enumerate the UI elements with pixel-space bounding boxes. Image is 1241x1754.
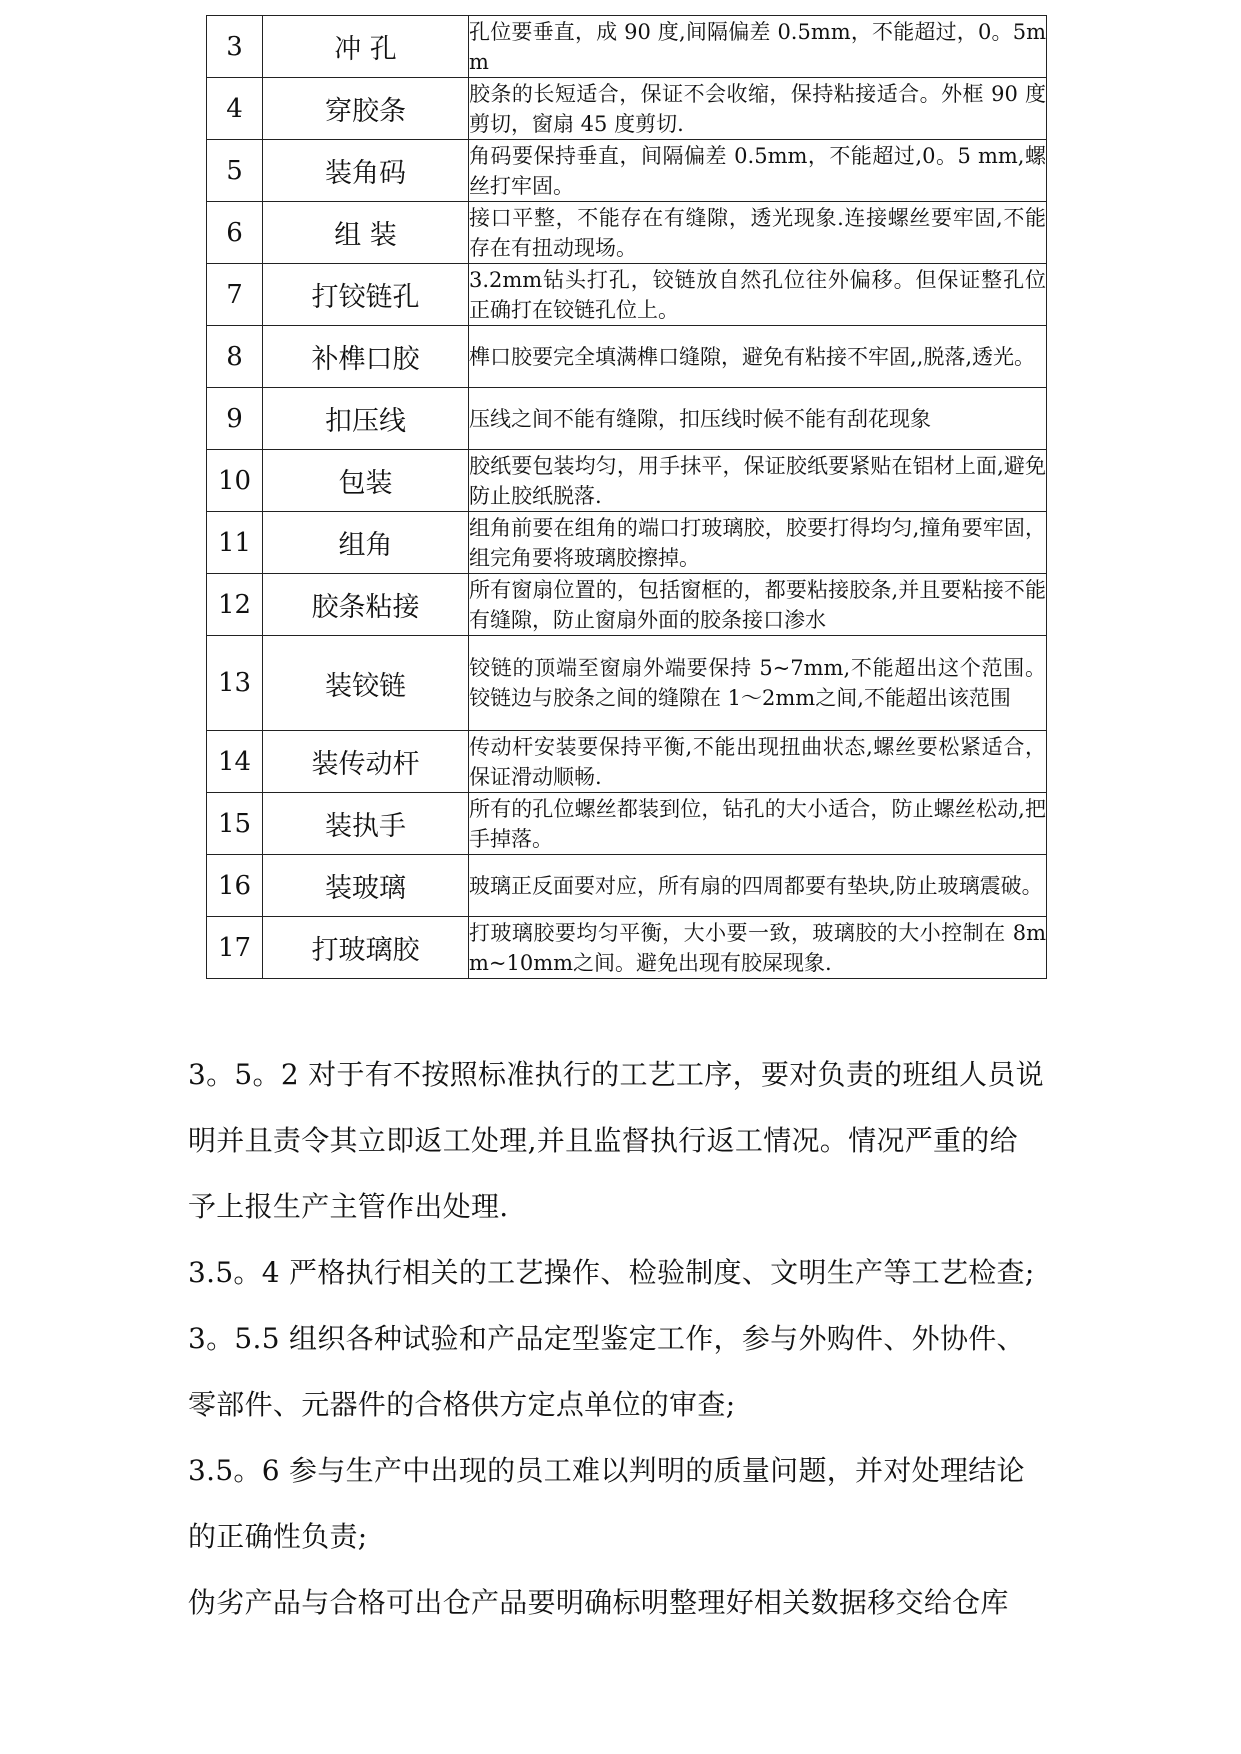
step-number: 9 — [207, 388, 263, 450]
table-row — [207, 450, 1047, 512]
step-name: 打铰链孔 — [263, 264, 469, 326]
step-name: 冲 孔 — [263, 16, 469, 78]
table-row — [207, 202, 1047, 264]
step-number: 13 — [207, 636, 263, 731]
table-row — [207, 917, 1047, 979]
table-row — [207, 264, 1047, 326]
step-name: 组 装 — [263, 202, 469, 264]
paragraph-line: 伪劣产品与合格可出仓产品要明确标明整理好相关数据移交给仓库 — [188, 1586, 1009, 1619]
step-name: 装角码 — [263, 140, 469, 202]
table-row — [207, 326, 1047, 388]
step-requirement: 铰链的顶端至窗扇外端要保持 5~7mm,不能超出这个范围。铰链边与胶条之间的缝隙在 1～2mm之间,不能超出该范围 — [469, 636, 1047, 731]
step-requirement: 3.2mm钻头打孔，铰链放自然孔位往外偏移。但保证整孔位正确打在铰链孔位上。 — [469, 264, 1047, 326]
step-requirement: 压线之间不能有缝隙，扣压线时候不能有刮花现象 — [469, 388, 1047, 450]
table-row — [207, 512, 1047, 574]
table-row — [207, 16, 1047, 78]
step-name: 打玻璃胶 — [263, 917, 469, 979]
step-number: 15 — [207, 793, 263, 855]
paragraph-line: 3。5。2 对于有不按照标准执行的工艺工序，要对负责的班组人员说 — [188, 1058, 1044, 1091]
step-requirement: 接口平整，不能存在有缝隙，透光现象.连接螺丝要牢固,不能存在有扭动现场。 — [469, 202, 1047, 264]
table-row — [207, 855, 1047, 917]
table-row — [207, 731, 1047, 793]
step-number: 17 — [207, 917, 263, 979]
table-row — [207, 388, 1047, 450]
table-row — [207, 793, 1047, 855]
table-row — [207, 140, 1047, 202]
step-number: 14 — [207, 731, 263, 793]
step-requirement: 胶条的长短适合，保证不会收缩，保持粘接适合。外框 90 度剪切，窗扇 45 度剪切. — [469, 78, 1047, 140]
table-row — [207, 636, 1047, 731]
step-requirement: 孔位要垂直，成 90 度,间隔偏差 0.5mm，不能超过，0。5mm — [469, 16, 1047, 78]
paragraph-line: 零部件、元器件的合格供方定点单位的审查; — [188, 1388, 736, 1421]
step-requirement: 榫口胶要完全填满榫口缝隙，避免有粘接不牢固,,脱落,透光。 — [469, 326, 1047, 388]
step-name: 装玻璃 — [263, 855, 469, 917]
step-number: 10 — [207, 450, 263, 512]
table-row — [207, 78, 1047, 140]
step-number: 6 — [207, 202, 263, 264]
step-requirement: 角码要保持垂直，间隔偏差 0.5mm，不能超过,0。5 mm,螺丝打牢固。 — [469, 140, 1047, 202]
step-name: 穿胶条 — [263, 78, 469, 140]
step-number: 12 — [207, 574, 263, 636]
step-requirement: 传动杆安装要保持平衡,不能出现扭曲状态,螺丝要松紧适合，保证滑动顺畅. — [469, 731, 1047, 793]
paragraph-line: 的正确性负责; — [188, 1520, 368, 1553]
step-name: 扣压线 — [263, 388, 469, 450]
step-requirement: 所有窗扇位置的，包括窗框的，都要粘接胶条,并且要粘接不能有缝隙，防止窗扇外面的胶条接口渗水 — [469, 574, 1047, 636]
body-text — [188, 1042, 1054, 1636]
step-name: 装传动杆 — [263, 731, 469, 793]
table-row — [207, 574, 1047, 636]
step-requirement: 打玻璃胶要均匀平衡，大小要一致，玻璃胶的大小控制在 8mm~10mm之间。避免出现有胶屎现象. — [469, 917, 1047, 979]
step-name: 组角 — [263, 512, 469, 574]
step-requirement: 玻璃正反面要对应，所有扇的四周都要有垫块,防止玻璃震破。 — [469, 855, 1047, 917]
paragraph-line: 3.5。4 严格执行相关的工艺操作、检验制度、文明生产等工艺检查; — [188, 1256, 1035, 1289]
step-name: 装铰链 — [263, 636, 469, 731]
step-name: 装执手 — [263, 793, 469, 855]
step-number: 8 — [207, 326, 263, 388]
step-requirement: 组角前要在组角的端口打玻璃胶，胶要打得均匀,撞角要牢固，组完角要将玻璃胶擦掉。 — [469, 512, 1047, 574]
step-number: 7 — [207, 264, 263, 326]
step-number: 4 — [207, 78, 263, 140]
step-requirement: 所有的孔位螺丝都装到位，钻孔的大小适合，防止螺丝松动,把手掉落。 — [469, 793, 1047, 855]
step-number: 11 — [207, 512, 263, 574]
step-number: 16 — [207, 855, 263, 917]
paragraph-line: 3.5。6 参与生产中出现的员工难以判明的质量问题，并对处理结论 — [188, 1454, 1025, 1487]
paragraph-line: 明并且责令其立即返工处理,并且监督执行返工情况。情况严重的给 — [188, 1124, 1018, 1157]
step-requirement: 胶纸要包装均匀，用手抹平，保证胶纸要紧贴在铝材上面,避免防止胶纸脱落. — [469, 450, 1047, 512]
step-name: 包装 — [263, 450, 469, 512]
step-name: 补榫口胶 — [263, 326, 469, 388]
process-standards-table — [206, 15, 1047, 979]
paragraph-line: 3。5.5 组织各种试验和产品定型鉴定工作，参与外购件、外协件、 — [188, 1322, 1025, 1355]
step-name: 胶条粘接 — [263, 574, 469, 636]
paragraph-line: 予上报生产主管作出处理. — [188, 1190, 509, 1223]
step-number: 3 — [207, 16, 263, 78]
step-number: 5 — [207, 140, 263, 202]
